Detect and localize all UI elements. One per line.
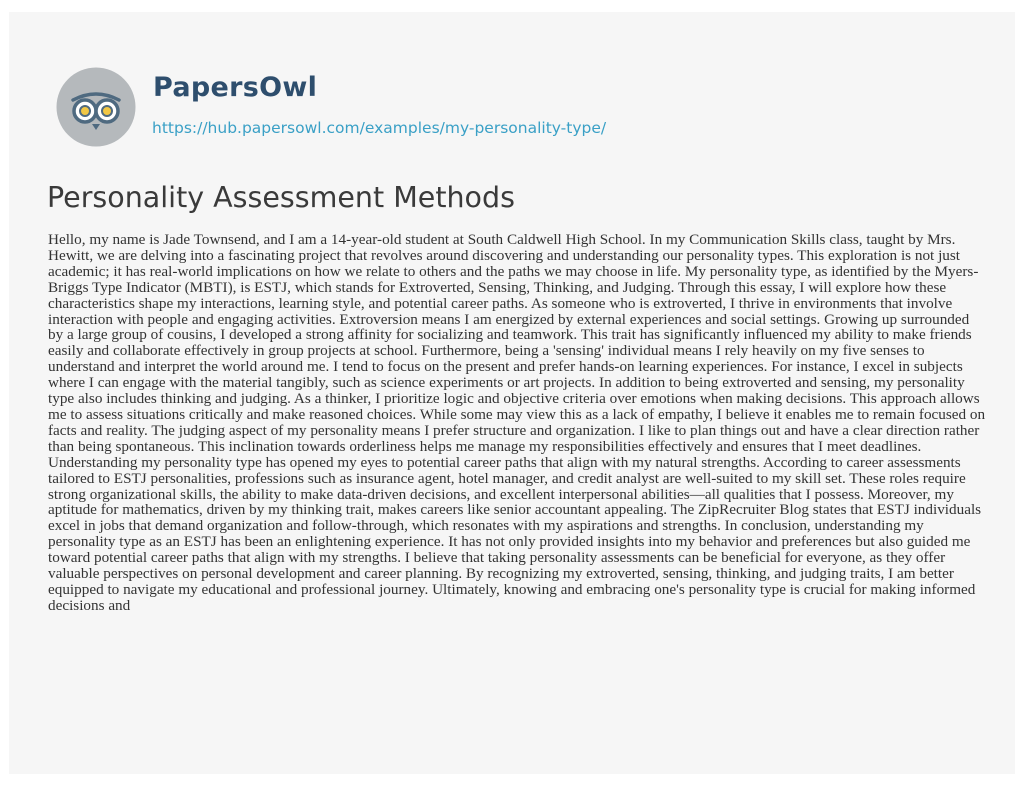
- brand-name[interactable]: PapersOwl: [153, 72, 318, 103]
- owl-logo-icon[interactable]: [55, 66, 137, 148]
- page-title: Personality Assessment Methods: [47, 181, 515, 214]
- essay-body: Hello, my name is Jade Townsend, and I am a 14-year-old student at South Caldwell High School. In my Communication Skills class, taught by Mrs. Hewitt, we are delving into a fascinating project that revolves around discovering and understanding our personality types. This exploration is not just academic; it has real-world implications on how we relate to others and the paths we may choose in life. My personality type, as identified by the Myers-Briggs Type Indicator (MBTI), is ESTJ, which stands for Extroverted, Sensing, Thinking, and Judging. Through this essay, I will explore how these characteristics shape my interactions, learning style, and potential career paths. As someone who is extroverted, I thrive in environments that involve interaction with people and engaging activities. Extroversion means I am energized by external experiences and social settings. Growing up surrounded by a large group of cousins, I developed a strong affinity for socializing and teamwork. This trait has significantly influenced my ability to make friends easily and collaborate effectively in group projects at school. Furthermore, being a 'sensing' individual means I rely heavily on my five senses to understand and interpret the world around me. I tend to focus on the present and prefer hands-on learning experiences. For instance, I excel in subjects where I can engage with the material tangibly, such as science experiments or art projects. In addition to being extroverted and sensing, my personality type also includes thinking and judging. As a thinker, I prioritize logic and objective criteria over emotions when making decisions. This approach allows me to assess situations critically and make reasoned choices. While some may view this as a lack of empathy, I believe it enables me to remain focused on facts and reality. The judging aspect of my personality means I prefer structure and organization. I like to plan things out and have a clear direction rather than being spontaneous. This inclination towards orderliness helps me manage my responsibilities effectively and ensures that I meet deadlines. Understanding my personality type has opened my eyes to potential career paths that align with my natural strengths. According to career assessments tailored to ESTJ personalities, professions such as insurance agent, hotel manager, and credit analyst are well-suited to my skill set. These roles require strong organizational skills, the ability to make data-driven decisions, and excellent interpersonal abilities—all qualities that I possess. Moreover, my aptitude for mathematics, driven by my thinking trait, makes careers like senior accountant appealing. The ZipRecruiter Blog states that ESTJ individuals excel in jobs that demand organization and follow-through, which resonates with my aspirations and strengths. In conclusion, understanding my personality type as an ESTJ has been an enlightening experience. It has not only provided insights into my behavior and preferences but also guided me toward potential career paths that align with my strengths. I believe that taking personality assessments can be beneficial for everyone, as they offer valuable perspectives on personal development and career planning. By recognizing my extroverted, sensing, thinking, and judging traits, I am better equipped to navigate my educational and professional journey. Ultimately, knowing and embracing one's personality type is crucial for making informed decisions and: [48, 231, 986, 614]
- page: [9, 12, 1015, 774]
- source-link[interactable]: https://hub.papersowl.com/examples/my-personality-type/: [152, 119, 607, 137]
